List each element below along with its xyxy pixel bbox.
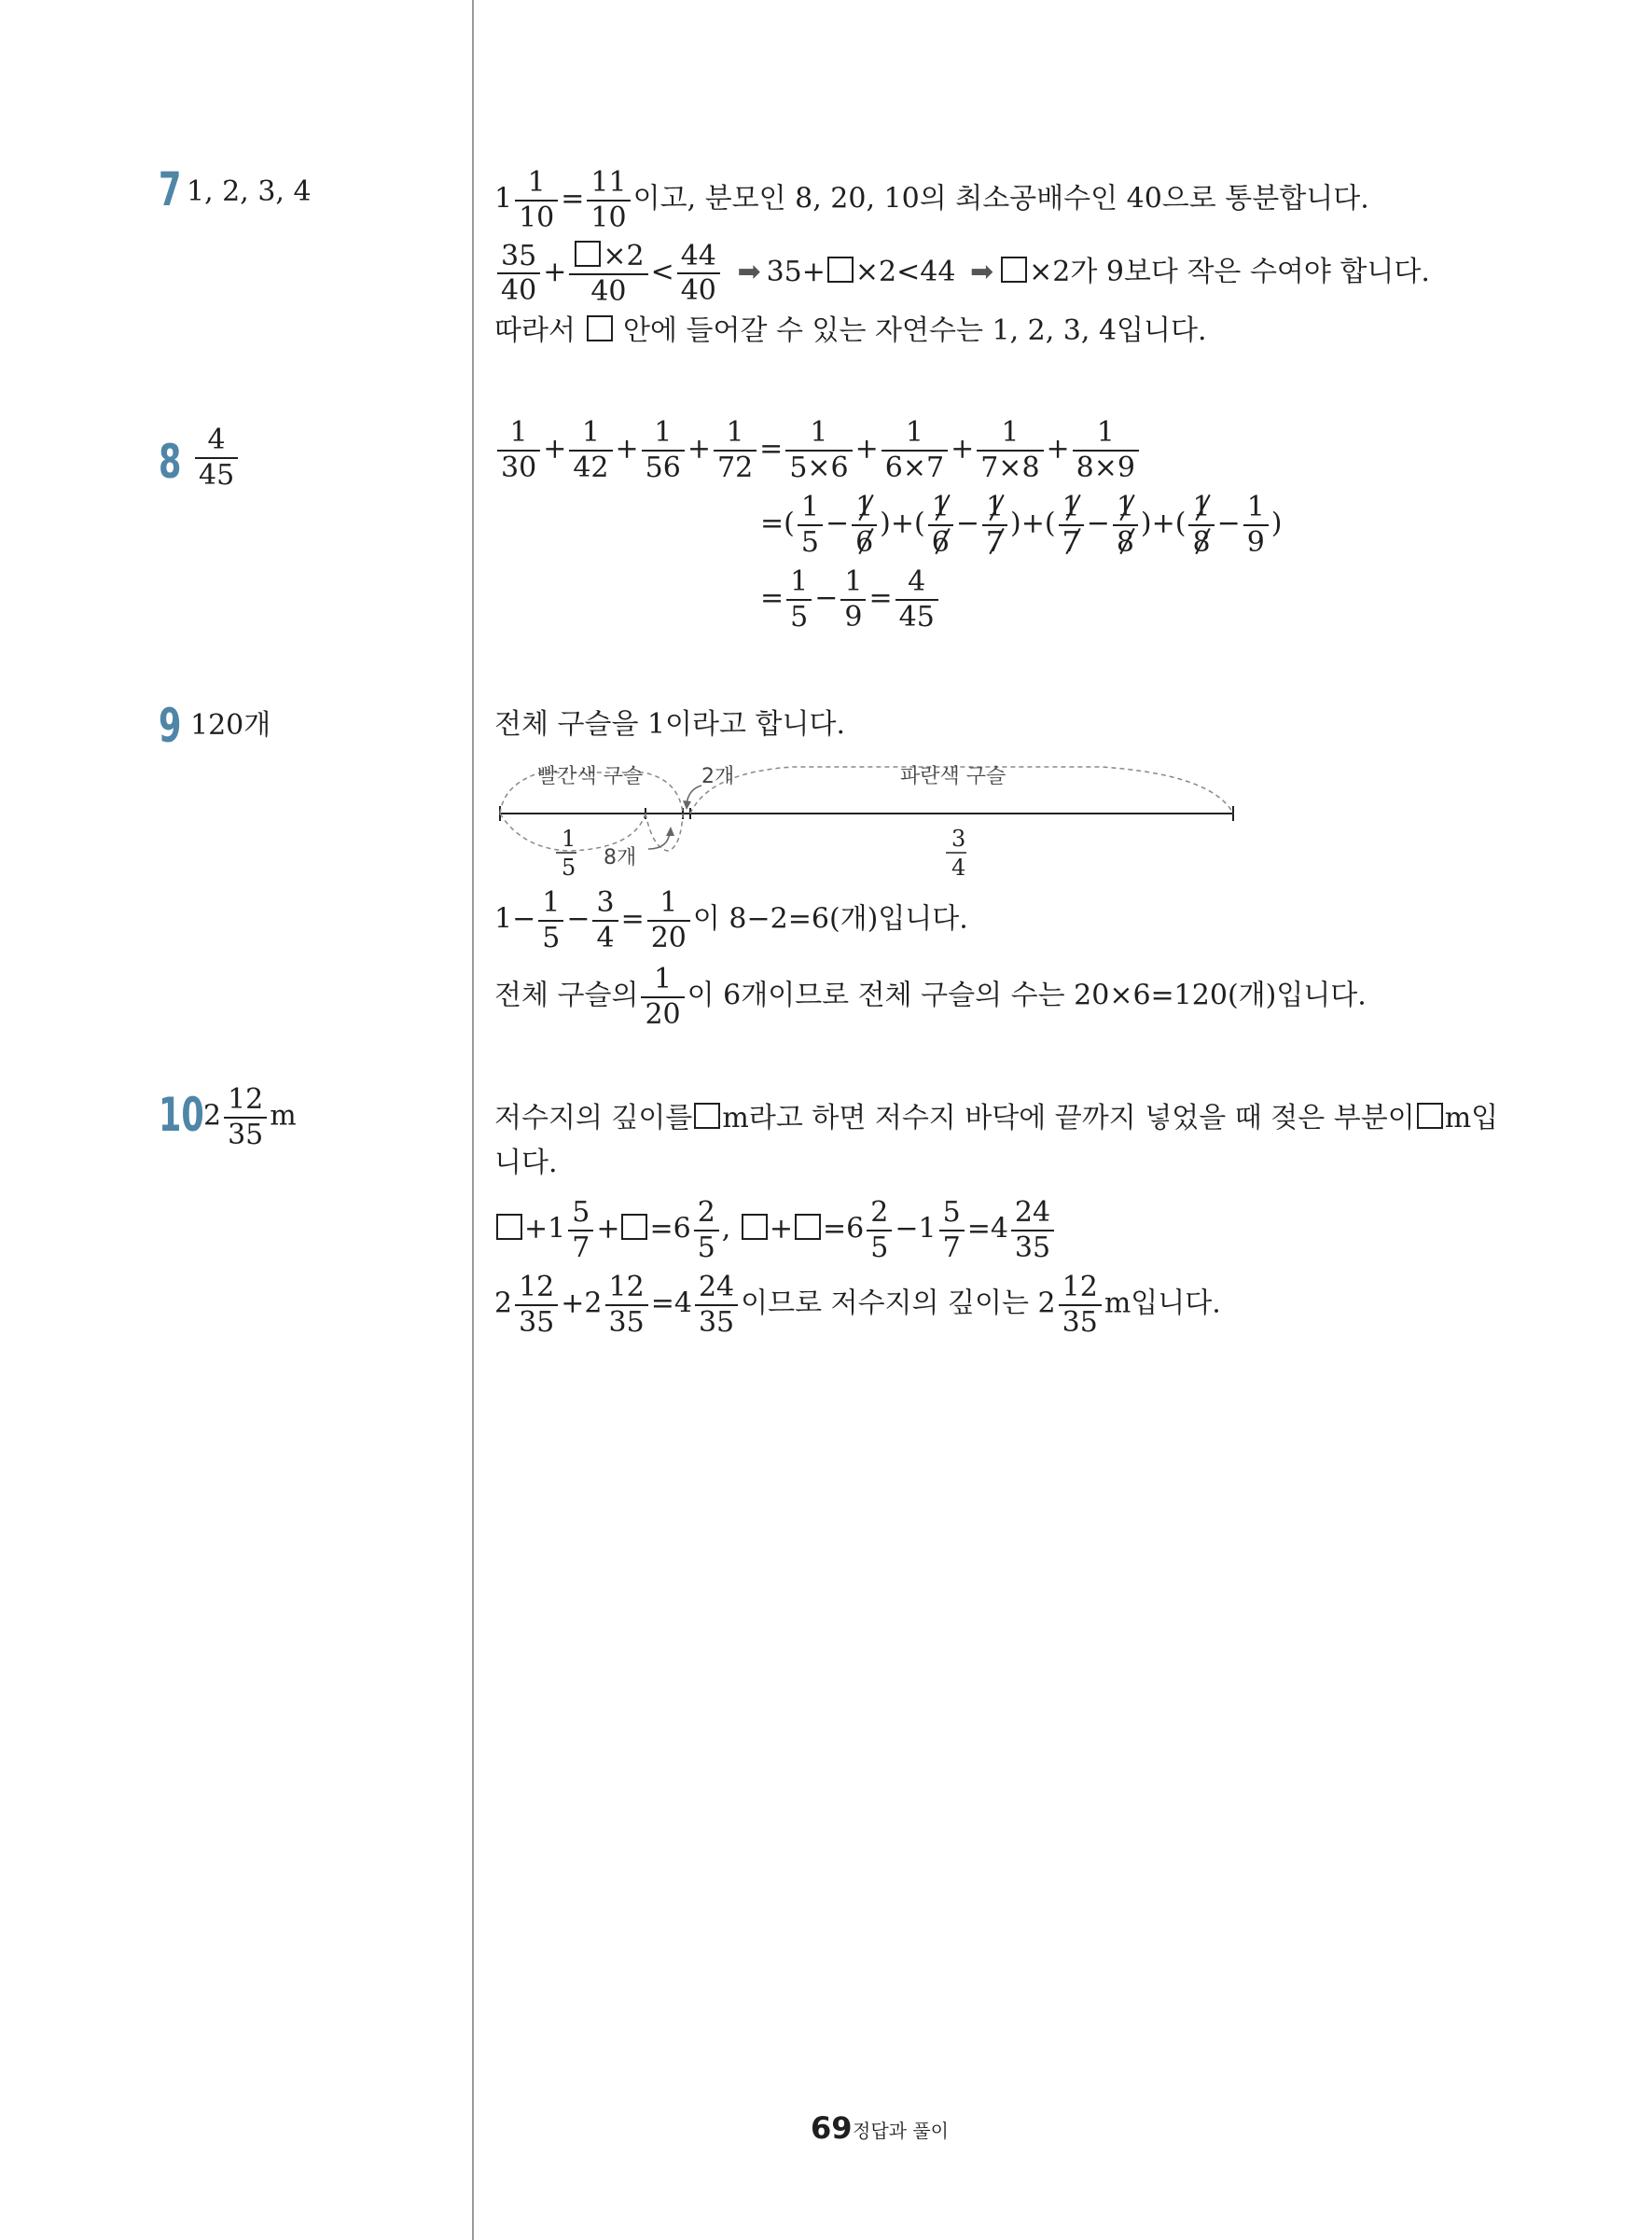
page-number: 69 — [811, 2110, 853, 2146]
q7-line-1-text: 이고, 분모인 8, 20, 10의 최소공배수인 40으로 통분합니다. — [632, 182, 1369, 216]
blank-box — [575, 241, 601, 267]
red-label: 빨간색 구슬 — [537, 765, 644, 788]
three-quarter-den: 4 — [951, 855, 966, 881]
blank-box — [496, 1214, 522, 1240]
blank-box — [795, 1214, 821, 1240]
arrow-head — [666, 827, 674, 836]
mixed-whole: 1 — [494, 182, 513, 216]
q8-line-2: =( $\frac{1}{5}$ − $\frac{1}{6}$ )+( $\frac{1}{6}$ − $\frac{1}{7}$ )+( $\frac{1}{7}$ − $\frac{1}{8}$ )+( $\frac{1}{8}$ − $\frac{1}{9}$ ) — [760, 491, 1283, 559]
blank-box — [621, 1214, 647, 1240]
answer-10: 2 $\frac{12}{35}$ m — [203, 1083, 297, 1151]
q7-line-2: $\frac{35}{40}$ + $\frac{\times 2}{40}$ < $\frac{44}{40}$ ➡ 35+ ×2<44 ➡ ×2가 9보다 작은 수여야 합니다. — [494, 241, 1430, 306]
answer-8 — [192, 425, 241, 490]
q8-line-3: = $\frac{1}{5}$ − $\frac{1}{9}$ = $\frac{4}{45}$ — [760, 567, 941, 632]
arrow-icon: ➡ — [969, 256, 994, 288]
answer-9: 120개 — [190, 709, 271, 742]
blank-box — [694, 1103, 720, 1129]
blue-label: 파란색 구슬 — [900, 765, 1006, 788]
q7-line-1: 1 $\frac{1}{10}$ = $\frac{11}{10}$ 이고, 분모인 8, 20, 10의 최소공배수인 40으로 통분합니다. — [494, 166, 1369, 234]
q7-line-3: 따라서 안에 들어갈 수 있는 자연수는 1, 2, 3, 4입니다. — [494, 314, 1207, 347]
blank-box — [1417, 1103, 1443, 1129]
fraction: $\frac{11}{10}$ — [587, 168, 630, 232]
fifth-num: 1 — [562, 826, 576, 852]
blank-box — [742, 1214, 768, 1240]
blank-box — [827, 257, 854, 283]
column-divider — [472, 0, 474, 2240]
eight-label: 8개 — [604, 846, 637, 870]
fraction: $\frac{1}{10}$ — [515, 168, 558, 232]
answer-7: 1, 2, 3, 4 — [187, 175, 312, 208]
fraction: $\frac{35}{40}$ — [497, 242, 540, 306]
three-quarter-num: 3 — [951, 826, 966, 852]
question-number-7: 7 — [159, 162, 182, 216]
q10-line-1: 저수지의 깊이를 m라고 하면 저수지 바닥에 끝까지 넣었을 때 젖은 부분이 m입 — [494, 1102, 1499, 1134]
fraction: $\frac{4}{45}$ — [195, 425, 238, 490]
q9-line-2: 1− $\frac{1}{5}$ − $\frac{3}{4}$ = $\frac{1}{20}$ 이 8−2=6(개)입니다. — [494, 886, 968, 954]
fifth-den: 5 — [562, 855, 576, 881]
two-label: 2개 — [701, 765, 735, 788]
question-number-10: 10 — [159, 1088, 204, 1142]
eight-brace — [646, 814, 683, 851]
fraction: $\frac{44}{40}$ — [677, 242, 720, 306]
q10-line-2: 니다. — [494, 1147, 558, 1179]
fraction: $\frac{\times 2}{40}$ — [569, 241, 647, 306]
q9-line-1: 전체 구슬을 1이라고 합니다. — [494, 708, 846, 741]
blank-box — [1001, 257, 1027, 283]
arrow-icon: ➡ — [737, 256, 761, 288]
q8-line-1: $\frac{1}{30}$ + $\frac{1}{42}$ + $\frac{1}{56}$ + $\frac{1}{72}$ = $\frac{1}{5\times 6}$ + $\frac{1}{6\times 7}$ + $\frac{1}{7\times 8}$ + $\frac{1}{8\times 9}$ — [494, 418, 1142, 482]
q10-line-3: +1 $\frac{5}{7}$ + =6 $\frac{2}{5}$ , + =6 $\frac{2}{5}$ −1 $\frac{5}{7}$ =4 $\frac{24}{35}$ — [494, 1198, 1057, 1262]
blank-box — [587, 315, 613, 341]
question-number-8: 8 — [159, 435, 182, 489]
page-label: 정답과 풀이 — [853, 2120, 949, 2142]
question-number-9: 9 — [159, 699, 182, 753]
q10-line-4: 2 $\frac{12}{35}$ +2 $\frac{12}{35}$ =4 $\frac{24}{35}$ 이므로 저수지의 깊이는 2 $\frac{12}{35}$ m입니다. — [494, 1271, 1221, 1339]
q9-line-3: 전체 구슬의 $\frac{1}{20}$ 이 6개이므로 전체 구슬의 수는 20×6=120(개)입니다. — [494, 963, 1367, 1031]
marble-diagram — [485, 746, 1250, 886]
